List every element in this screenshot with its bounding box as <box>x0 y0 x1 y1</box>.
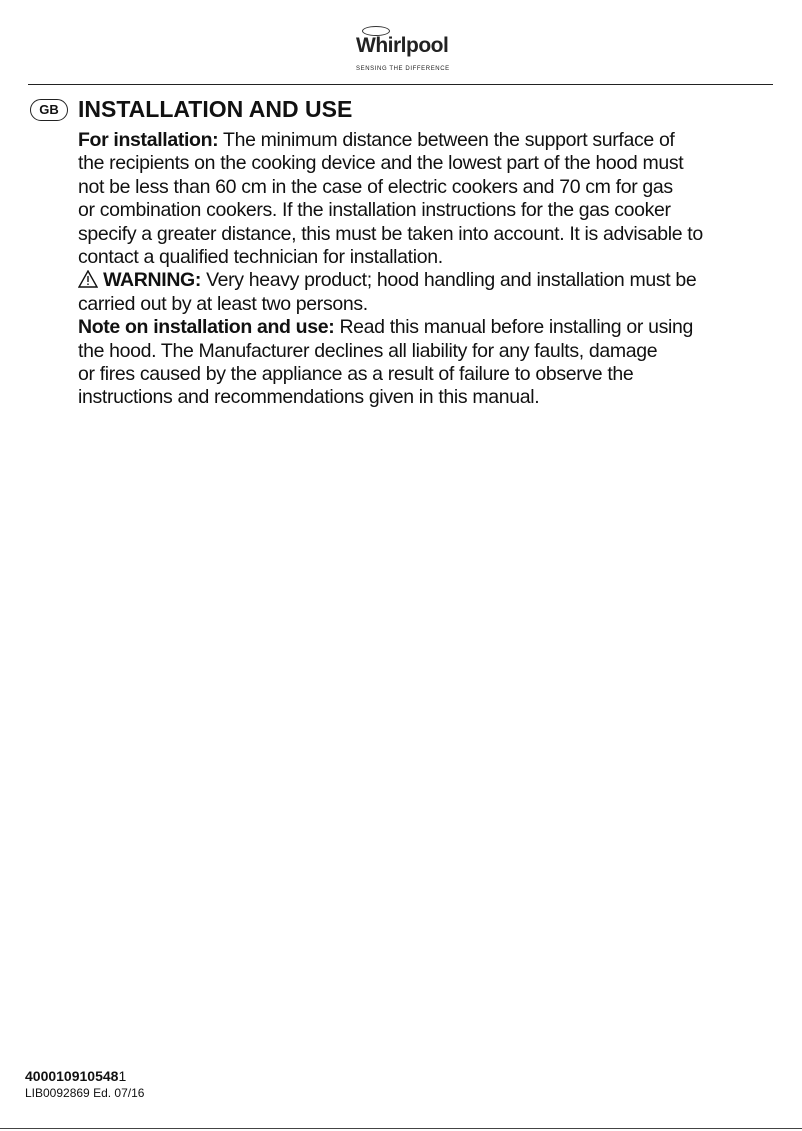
warning-triangle-icon <box>78 270 98 288</box>
text-line: instructions and recommendations given in this manual. <box>78 386 540 409</box>
product-code <box>25 1068 144 1084</box>
text-line: the recipients on the cooking device and the lowest part of the hood must <box>78 152 684 175</box>
logo-tagline: SENSING THE DIFFERENCE <box>356 66 450 72</box>
text: Read this manual before installing or using <box>334 316 693 339</box>
text-line: carried out by at least two persons. <box>78 292 368 315</box>
text-line <box>78 129 788 152</box>
logo-brand: Whirlpool <box>356 34 449 57</box>
product-code-tail: 1 <box>118 1068 127 1084</box>
text-line <box>78 269 788 292</box>
header-divider <box>28 84 773 85</box>
page-title: INSTALLATION AND USE <box>78 96 353 122</box>
text-line: not be less than 60 cm in the case of electric cookers and 70 cm for gas <box>78 175 673 198</box>
product-code-main: 400010910548 <box>25 1068 119 1084</box>
footer <box>25 1068 144 1100</box>
edition-info: LIB0092869 Ed. 07/16 <box>25 1086 145 1100</box>
text-line: specify a greater distance, this must be taken into account. It is advisable to <box>78 222 703 245</box>
text: The minimum distance between the support surface of <box>218 129 675 151</box>
text-line: the hood. The Manufacturer declines all liability for any faults, damage <box>78 339 658 362</box>
warning-label: WARNING: <box>103 269 202 292</box>
language-badge: GB <box>30 99 68 121</box>
whirlpool-logo <box>352 22 452 78</box>
text-line: or combination cookers. If the installation instructions for the gas cooker <box>78 199 671 222</box>
note-label: Note on installation and use: <box>78 316 335 339</box>
body-text <box>78 129 788 410</box>
text-line: or fires caused by the appliance as a result of failure to observe the <box>78 363 634 386</box>
installation-label: For installation: <box>78 129 219 151</box>
text-line: contact a qualified technician for installation. <box>78 246 443 269</box>
footer-divider <box>0 1128 802 1129</box>
text-line <box>78 316 788 339</box>
text: Very heavy product; hood handling and installation must be <box>201 269 697 292</box>
